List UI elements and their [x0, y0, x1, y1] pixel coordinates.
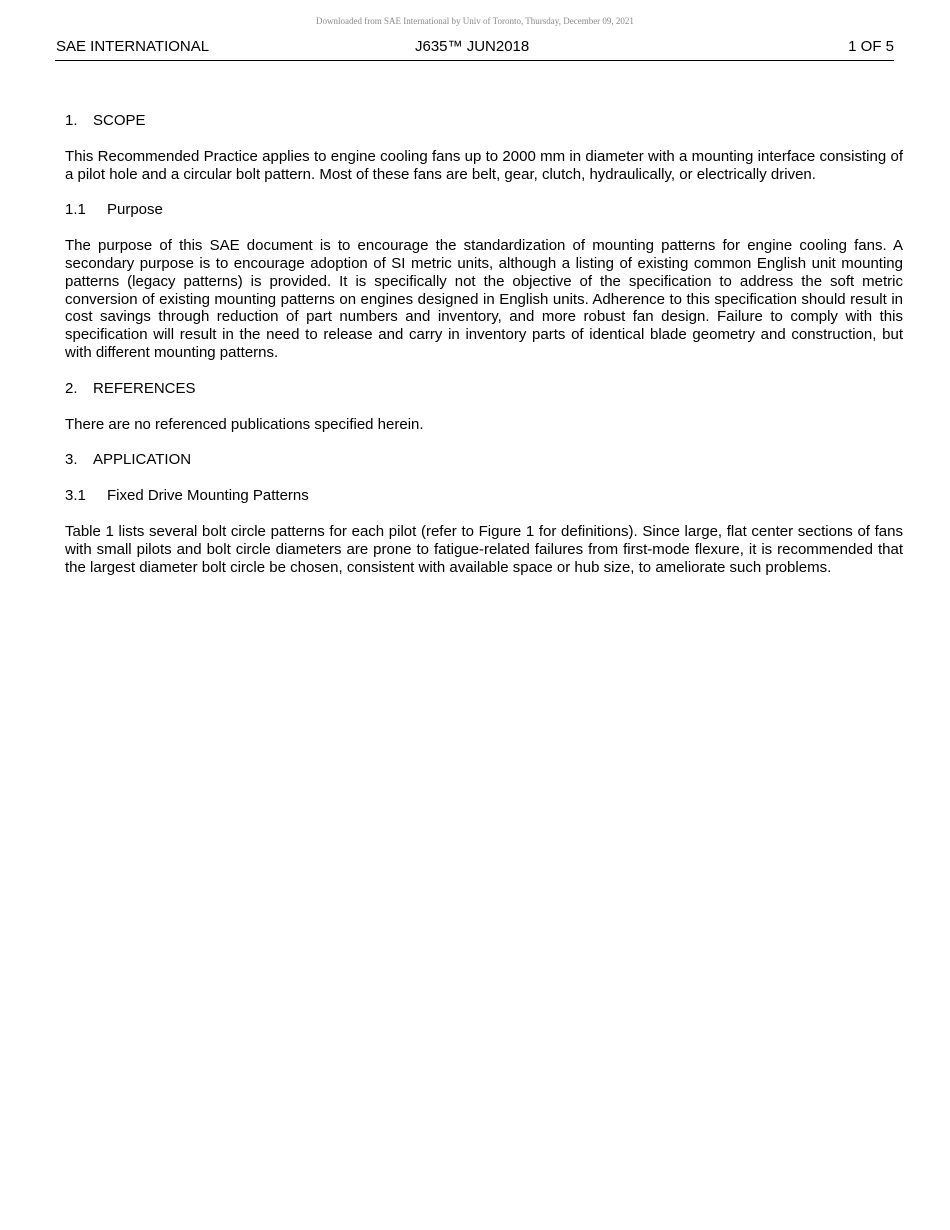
- section-number: 3.: [65, 451, 78, 469]
- download-watermark: Downloaded from SAE International by Univ of Toronto, Thursday, December 09, 2021: [316, 16, 634, 26]
- section-heading-references: [65, 380, 903, 398]
- section-number: 2.: [65, 379, 78, 397]
- paragraph-references: There are no referenced publications specified herein.: [65, 415, 424, 433]
- header-page-number: 1 OF 5: [848, 38, 894, 55]
- document-body: [65, 112, 903, 594]
- section-number: 1.: [65, 112, 78, 129]
- section-heading-scope: [65, 112, 903, 130]
- section-heading-application: [65, 451, 903, 469]
- section-title: SCOPE: [93, 112, 146, 129]
- section-number: 1.1: [65, 201, 86, 219]
- section-heading-purpose: [65, 201, 903, 219]
- paragraph-scope: This Recommended Practice applies to engine cooling fans up to 2000 mm in diameter with a mounting interface consisting of a pilot hole and a circular bolt pattern. Most of these fans are belt, gear, clutch, hydraulically, or electrically driven.: [65, 147, 903, 183]
- section-title: Fixed Drive Mounting Patterns: [107, 487, 309, 505]
- section-heading-fixed-drive: [65, 487, 903, 505]
- paragraph-purpose: The purpose of this SAE document is to encourage the standardization of mounting patterns for engine cooling fans. A secondary purpose is to encourage adoption of SI metric units, although a listing of existing common English unit mounting patterns (legacy patterns) is provided. It is specifically not the objective of the specification to address the soft metric conversion of existing mounting patterns on engines designed in English units. Adherence to this specification should result in cost savings through reduction of part numbers and inventory, and more robust fan design. Failure to comply with this specification will result in the need to release and carry in inventory parts of identical blade geometry and construction, but with different mounting patterns.: [65, 237, 903, 361]
- header-document-id: J635™ JUN2018: [415, 38, 530, 55]
- paragraph-fixed-drive: Table 1 lists several bolt circle patterns for each pilot (refer to Figure 1 for definitions). Since large, flat center sections of fans with small pilots and bolt circle diameters are prone to fatigue-related failures from first-mode flexure, it is recommended that the largest diameter bolt circle be chosen, consistent with available space or hub size, to ameliorate such problems.: [65, 522, 903, 576]
- section-title: REFERENCES: [93, 379, 196, 397]
- section-number: 3.1: [65, 487, 86, 505]
- section-title: APPLICATION: [93, 451, 192, 469]
- section-title: Purpose: [107, 201, 163, 219]
- header-organization: SAE INTERNATIONAL: [56, 38, 210, 55]
- page-header: [55, 38, 894, 61]
